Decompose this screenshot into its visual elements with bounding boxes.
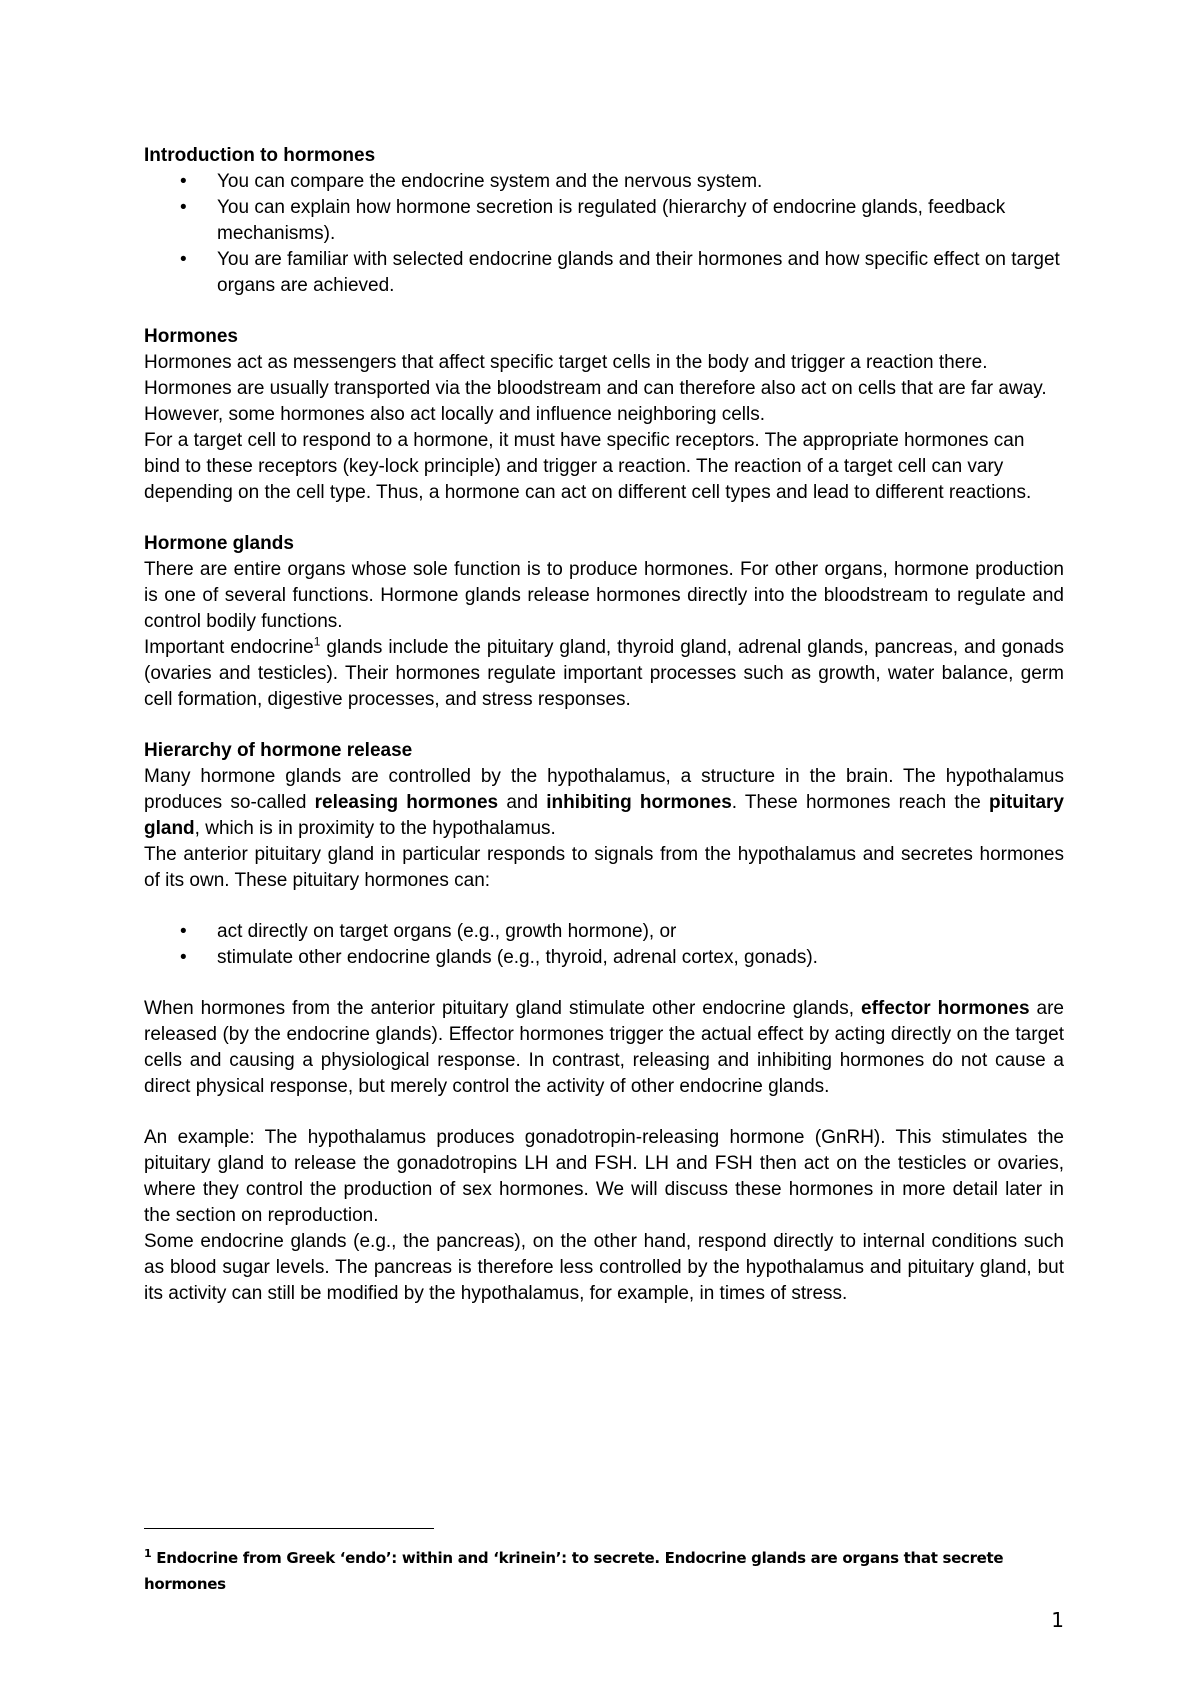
- document-body: [144, 143, 1064, 1307]
- paragraph: Many hormone glands are controlled by the hypothalamus, a structure in the brain. The hypothalamus produces so-called releasing hormones and inhibiting hormones. These hormones reach the pituitary gland, which is in proximity to the hypothalamus.: [144, 766, 1064, 839]
- section-heading-hierarchy: Hierarchy of hormone release: [144, 740, 413, 761]
- paragraph: When hormones from the anterior pituitary gland stimulate other endocrine glands, effector hormones are released (by the endocrine glands). Effector hormones trigger the actual effect by acting directly on the target cells and causing a physiological response. In contrast, releasing and inhibiting hormones do not cause a direct physical response, but merely control the activity of other endocrine glands.: [144, 998, 1064, 1097]
- paragraph: Important endocrine$^1$ glands include the pituitary gland, thyroid gland, adrenal glands, pancreas, and gonads (ovaries and testicles). Their hormones regulate important processes such as growth, water balance, germ cell formation, digestive processes, and stress responses.: [144, 634, 1064, 710]
- paragraph: An example: The hypothalamus produces gonadotropin-releasing hormone (GnRH). This stimulates the pituitary gland to release the gonadotropins LH and FSH. LH and FSH then act on the testicles or ovaries, where they control the production of sex hormones. We will discuss these hormones in more detail later in the section on reproduction.: [144, 1127, 1064, 1226]
- list-item: • You can explain how hormone secretion is regulated (hierarchy of endocrine glands, feedback mechanisms).: [180, 197, 1006, 244]
- bullet-icon: •: [180, 171, 187, 192]
- pituitary-actions-list: [144, 919, 1064, 971]
- footnote-text: Endocrine from Greek ‘endo’: within and ‘krinein’: to secrete. Endocrine glands are organs that secrete hormones: [144, 1549, 1004, 1593]
- paragraph: Some endocrine glands (e.g., the pancreas), on the other hand, respond directly to internal conditions such as blood sugar levels. The pancreas is therefore less controlled by the hypothalamus and pituitary gland, but its activity can still be modified by the hypothalamus, for example, in times of stress.: [144, 1231, 1064, 1304]
- list-item: • act directly on target organs (e.g., growth hormone), or: [144, 919, 1064, 945]
- bullet-icon: •: [180, 921, 187, 942]
- page-number: 1: [1051, 1608, 1064, 1632]
- bullet-icon: •: [180, 197, 187, 218]
- list-item: • stimulate other endocrine glands (e.g., thyroid, adrenal cortex, gonads).: [144, 945, 1064, 971]
- footnote-reference[interactable]: 1: [313, 634, 321, 649]
- paragraph: There are entire organs whose sole function is to produce hormones. For other organs, hormone production is one of several functions. Hormone glands release hormones directly into the bloodstream to regulate and control bodily functions.: [144, 559, 1064, 632]
- list-item: • You are familiar with selected endocrine glands and their hormones and how specific effect on target organs are achieved.: [180, 249, 1060, 296]
- paragraph: Hormones act as messengers that affect specific target cells in the body and trigger a reaction there. Hormones are usually transported via the bloodstream and can therefore also act on cells that are far away. However, some hormones also act locally and influence neighboring cells.: [144, 352, 1047, 425]
- footnote-marker: 1: [144, 1547, 152, 1560]
- section-heading-hormones: Hormones: [144, 326, 238, 347]
- section-heading-glands: Hormone glands: [144, 533, 294, 554]
- paragraph: The anterior pituitary gland in particular responds to signals from the hypothalamus and secretes hormones of its own. These pituitary hormones can:: [144, 844, 1064, 891]
- learning-goals-list: [144, 169, 1064, 299]
- bullet-icon: •: [180, 947, 187, 968]
- bullet-icon: •: [180, 249, 187, 270]
- footnote-divider: [144, 1528, 434, 1529]
- paragraph: For a target cell to respond to a hormone, it must have specific receptors. The appropriate hormones can bind to these receptors (key-lock principle) and trigger a reaction. The reaction of a target cell can vary depending on the cell type. Thus, a hormone can act on different cell types and lead to different reactions.: [144, 430, 1032, 503]
- section-heading-intro: Introduction to hormones: [144, 145, 376, 166]
- list-item: • You can compare the endocrine system and the nervous system.: [144, 169, 1064, 195]
- footnote: [144, 1545, 1024, 1597]
